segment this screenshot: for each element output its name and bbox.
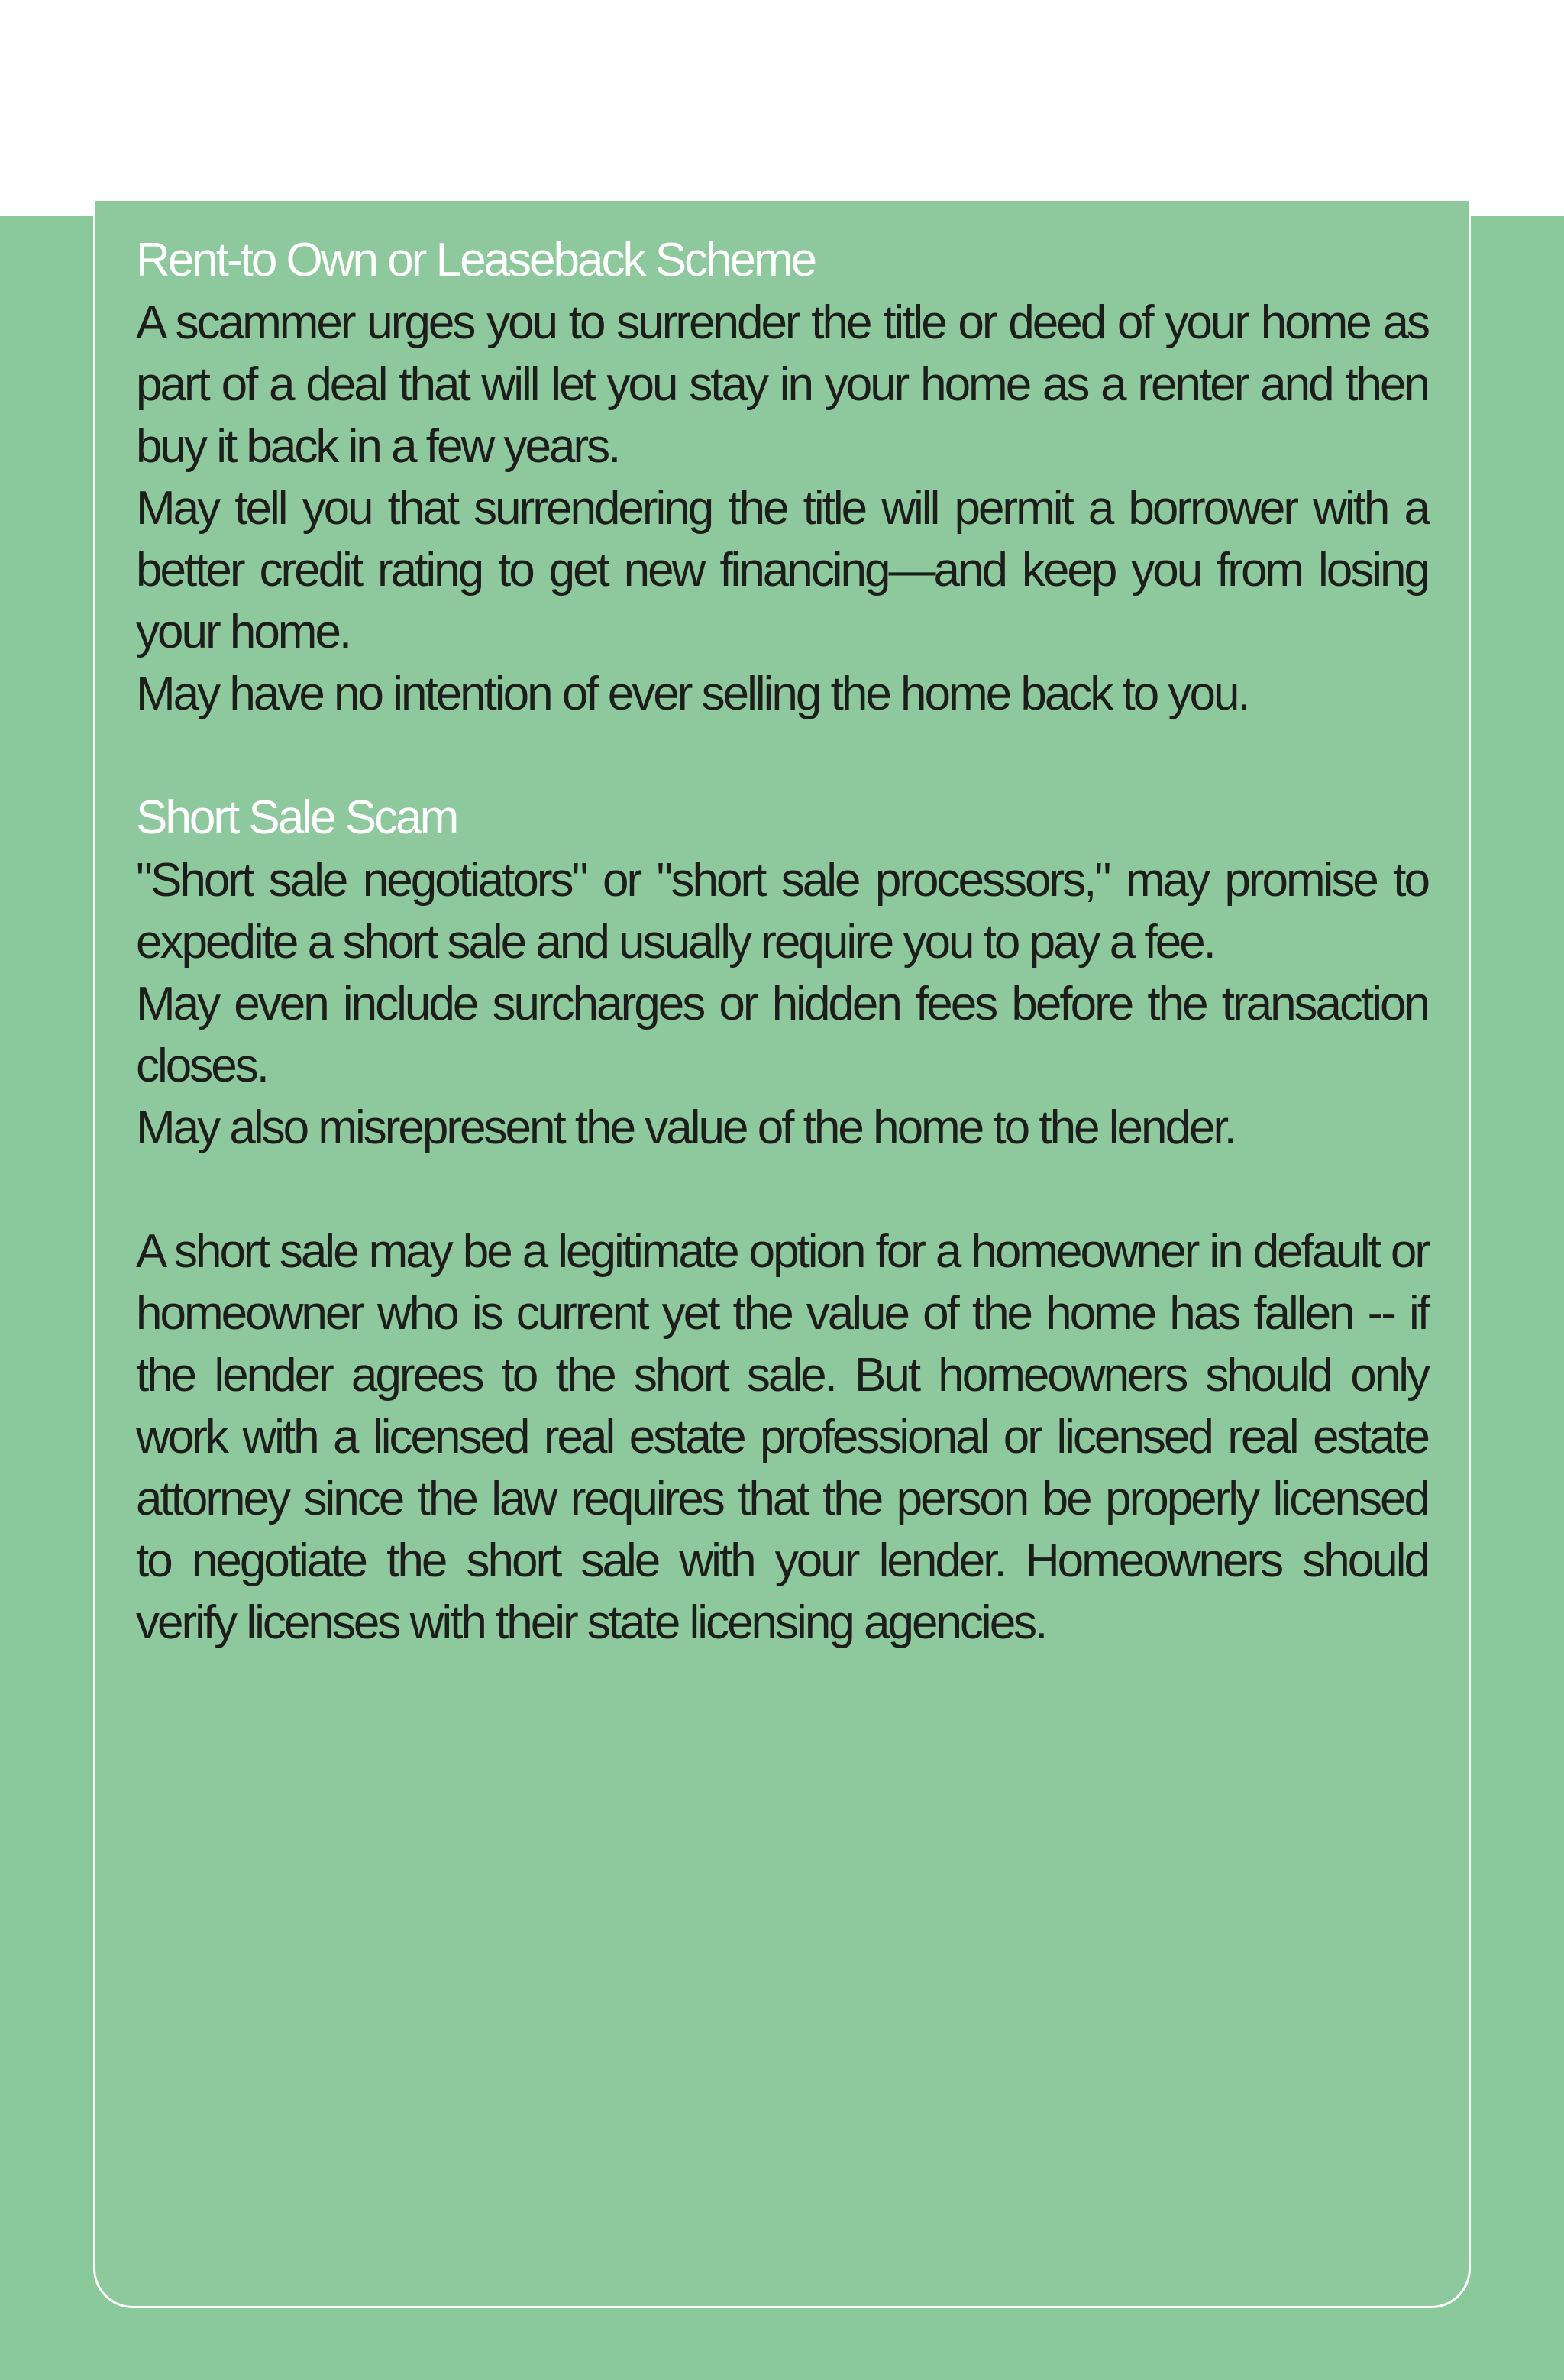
short-sale-paragraph-2: May even include surcharges or hidden fees before the transaction closes.	[136, 978, 1428, 1092]
rent-to-own-section	[136, 229, 1428, 725]
rent-to-own-paragraph-3: May have no intention of ever selling the home back to you.	[136, 668, 1249, 720]
short-sale-paragraph-1: "Short sale negotiators" or "short sale processors," may promise to expedite a short sale and usually require you to pay a fee.	[136, 854, 1428, 968]
short-sale-section	[136, 787, 1428, 1159]
top-white-band	[0, 0, 1564, 216]
short-sale-paragraph-3: May also misrepresent the value of the home to the lender.	[136, 1101, 1235, 1154]
rent-to-own-paragraph-2: May tell you that surrendering the title will permit a borrower with a better credit rating to get new financing—and keep you from losing your home.	[136, 482, 1428, 658]
section-spacer	[136, 725, 1428, 787]
section-spacer	[136, 1159, 1428, 1221]
section-heading-rent-to-own: Rent-to Own or Leaseback Scheme	[136, 234, 816, 286]
closing-paragraph: A short sale may be a legitimate option for a homeowner in default or homeowner who is current yet the value of the home has fallen -- if the lender agrees to the short sale. But homeowners should only work with a licensed real estate professional or licensed real estate attorney since the law requires that the person be properly licensed to negotiate the short sale with your lender. Homeowners should verify licenses with their state licensing agencies.	[136, 1225, 1428, 1649]
rent-to-own-paragraph-1: A scammer urges you to surrender the title or deed of your home as part of a deal that will let you stay in your home as a renter and then buy it back in a few years.	[136, 296, 1428, 473]
document-content	[136, 229, 1428, 1654]
section-heading-short-sale: Short Sale Scam	[136, 791, 457, 844]
